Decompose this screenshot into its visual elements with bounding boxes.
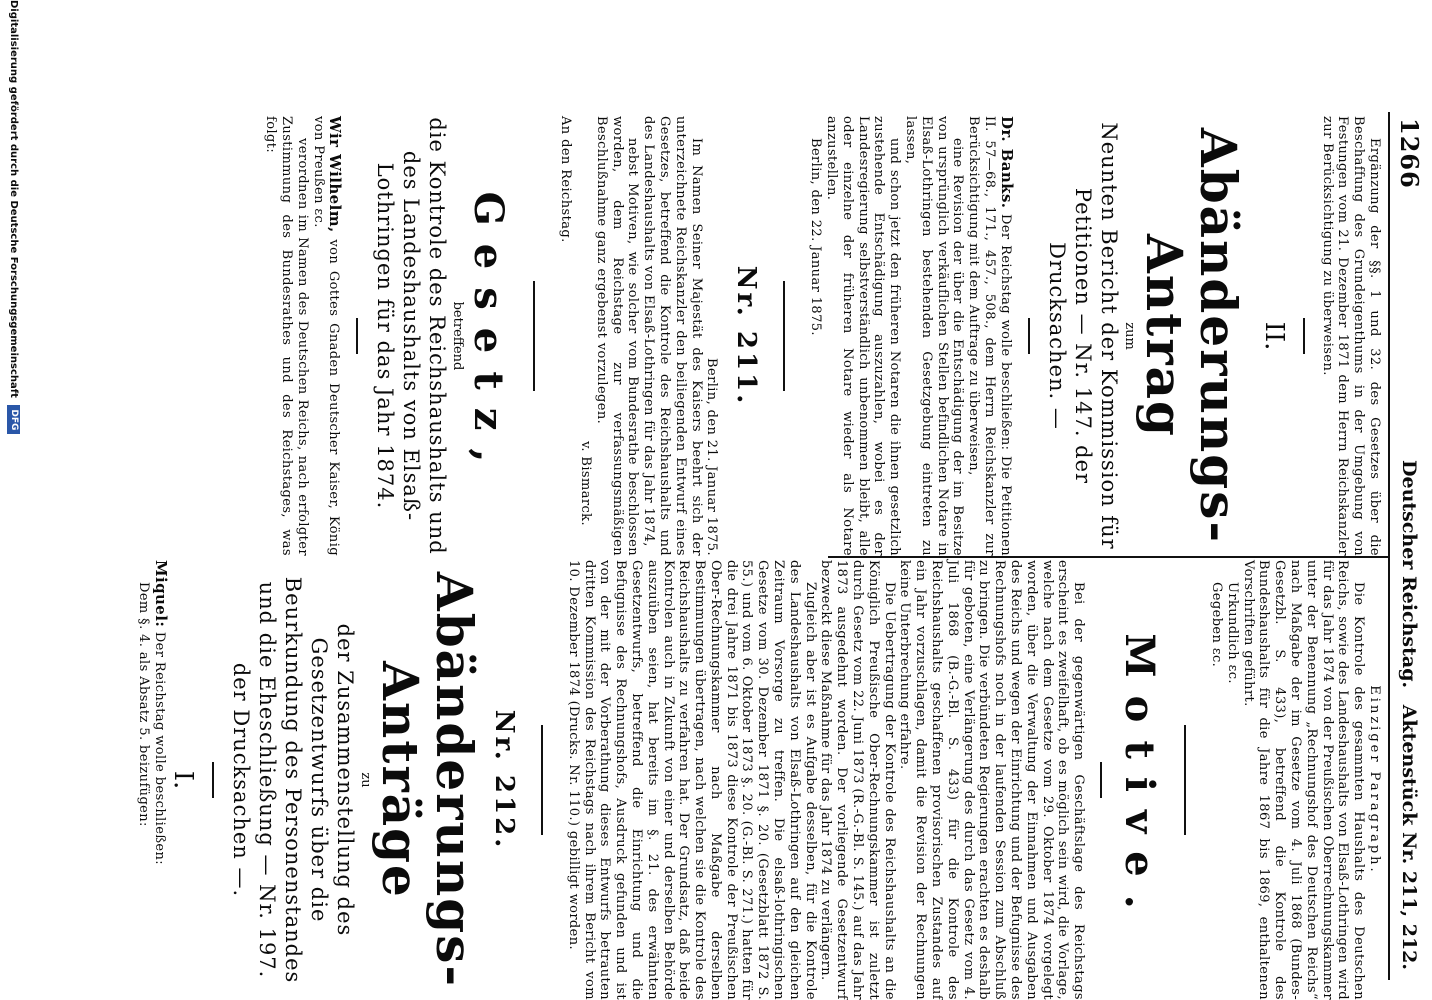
- separator-rule: [1100, 762, 1102, 798]
- separator-rule: [1184, 725, 1186, 835]
- date-line: Berlin, den 22. Januar 1875.: [808, 138, 824, 336]
- date-line: Berlin, den 21. Januar 1875.: [704, 358, 720, 556]
- amendment-title: Abänderungs-Antrag: [1134, 127, 1248, 545]
- law-title: die Kontrole des Reichshaushalts und des Landeshaushalts von Elsaß-Lothringen für das Jahr 1874.: [373, 117, 450, 555]
- separator-rule: [783, 281, 785, 391]
- motive-text: Bei der gegenwärtigen Geschäftslage des Reichstags erscheint es zweifelhaft, ob es möglich sein wird, die Vorlage, welche nach dem Gesetze vom 29. Oktober 1874 vorgelegt worden, über die Verwaltung der Einnahmen und Ausgaben des Reichs und wegen der Einrichtung und der Befugnisse des Rechnungshofs noch in der laufenden Session zum Abschluß zu bringen. Die verbündeten Regierungen erachten es deshalb für geboten, eine Verlängerung des durch das Gesetz vom 4. Juli 1868 (B.-G.-Bl. S. 433) für die Kontrole des Reichshaushalts geschaffenen provisorischen Zustandes auf ein Jahr vorzuschlagen, damit die Revision der Rechnungen keine Unterbrechung erfahre.: [897, 560, 1087, 1000]
- left-column: [263, 116, 1383, 556]
- motive-heading: Motive.: [1116, 633, 1164, 927]
- motion-item: Dem §. 4. als Absatz 5. beizufügen:: [136, 582, 152, 827]
- separator-rule: [541, 725, 543, 835]
- section-numeral: I.: [167, 770, 198, 790]
- motion-item: und schon jetzt den früheren Notaren die ihnen gesetzlich zustehende Entschädigung auszuzahlen, wobei es der Landesregierung selbstverständlich unbenommen bleibt, alle oder einzelne der früheren Notare wieder als Notare anzustellen.: [824, 116, 903, 556]
- amendments-subtitle: der Zusammenstellung des Gesetzentwurfs über die Beurkundung des Personenstandes und die Eheschließung — Nr. 197. der Drucksachen —.: [228, 576, 357, 984]
- digitization-footer: [2, 0, 24, 1000]
- document-number: Nr. 211.: [731, 265, 762, 407]
- addressee: An den Reichstag.: [558, 116, 574, 243]
- separator-rule: [212, 762, 214, 798]
- betreffend-label: betreffend: [450, 301, 466, 371]
- law-paragraph: Die Kontrole des gesammten Haushalts des Deutschen Reichs, sowie des Landeshaushalts von Elsaß-Lothringen wird für das Jahr 1874 von der Preußischen Oberrechnungskammer unter der Benennung „Rechnungshof des Deutschen Reichs“ nach Maßgabe der im Gesetze vom 4. Juli 1868 (Bundes-Gesetzbl. S. 433), betreffend die Kontrole des Bundeshaushalts für die Jahre 1867 bis 1869, enthaltenen Vorschriften geführt.: [1240, 560, 1367, 1000]
- zu-label: zu: [357, 772, 373, 788]
- wir-word: Wir: [326, 116, 345, 148]
- signature: v. Bismarck.: [578, 441, 594, 526]
- law-heading: Gesetz,: [465, 191, 513, 481]
- page-number: 1266: [1395, 118, 1424, 189]
- separator-rule: [1028, 318, 1030, 354]
- urkundlich: Urkundlich ɛc.: [1224, 582, 1240, 684]
- motive-text: Die Uebertragung der Kontrole des Reichshaushalts an die Königlich Preußische Ober-Rechnungskammer ist zuletzt durch Gesetz vom 22. Juni 1873 (R.-G.-Bl. S. 145.) auf das Jahr 1873 ausgedehnt worden. Der vorliegende Gesetzentwurf bezweckt diese Maßnahme für das Jahr 1874 zu verlängern.: [818, 560, 897, 1000]
- separator-rule: [356, 318, 358, 354]
- document-section: Aktenstück Nr. 211, 212.: [1398, 704, 1420, 970]
- funding-credit: Digitalisierung gefördert durch die Deutsche Forschungsgemeinschaft: [8, 0, 19, 398]
- emperor-name: Wilhelm,: [326, 154, 345, 233]
- right-column: [135, 560, 1382, 1000]
- motive-text: Zugleich aber ist es Aufgabe desselben, für die Kontrole des Landeshaushalts von Elsaß-Lothringen auf den gleichen Zeitraum Vorsorge zu treffen. Die elsaß-lothringischen Gesetze vom 30. Dezember 1871 §. 20. (Gesetzblatt 1872 S. 55.) und vom 6. Oktober 1873 §. 20. (G.-Bl. S. 271.) hatten für die drei Jahre 1871 bis 1873 diese Kontrole der Preußischen Ober-Rechnungskammer nach Maßgabe derselben Bestimmungen übertragen, nach welchen sie die Kontrole des Reichshaushalts zu verfahren hat. Der Grundsatz, daß beide Kontrolen auch in Zukunft von einer und derselben Behörde auszuüben seien, hat bereits im §. 21. des erwähnten Gesetzentwurfs, betreffend die Einrichtung und die Befugnisse des Rechnungshofs, Ausdruck gefunden und ist von der mit der Vorberathung dieses Entwurfs betrauten dritten Kommission des Reichstags nach ihrem Bericht vom 10. Dezember 1874 (Drucks. Nr. 110.) gebilligt worden.: [565, 560, 818, 1000]
- submission-text: Im Namen Seiner Majestät des Kaisers beehrt sich der unterzeichnete Reichskanzler den beiliegenden Entwurf eines Gesetzes, betreffend die Kontrole des Reichshaushalts und des Landeshaushalts von Elsaß-Lothringen für das Jahr 1874,: [641, 116, 704, 556]
- column-divider: [828, 556, 1388, 558]
- journal-title: Deutscher Reichstag.: [1398, 460, 1420, 689]
- amendment-subtitle: Neunten Bericht der Kommission für Petitionen — Nr. 147. der Drucksachen. —: [1044, 122, 1121, 550]
- submission-text: nebst Motiven, wie solcher vom Bundesrathe beschlossen worden, dem Reichstage zur verfassungsmäßigen Beschlußnahme ganz ergebenst vorzulegen.: [593, 116, 641, 556]
- enactment-clause: verordnen im Namen des Deutschen Reichs, nach erfolgter Zustimmung des Bundesrathes und des Reichstages, was folgt:: [263, 116, 310, 556]
- document-number: Nr. 212.: [488, 709, 519, 851]
- motion-text: Der Reichstag wolle beschließen: Die Petitionen II. 57—68., 171., 457., 508., dem Herrn Reichskanzler zur Berücksichtigung mit dem Auftrage zu überweisen,: [966, 116, 1013, 556]
- speaker-name: Miquel:: [151, 560, 170, 628]
- zum-label: zum: [1121, 322, 1137, 350]
- separator-rule: [1303, 318, 1305, 354]
- section-numeral: II.: [1258, 321, 1289, 351]
- emperor-title: von Gottes Gnaden Deutscher Kaiser, König von Preußen ɛc.: [310, 116, 342, 556]
- amendments-title: Abänderungs-Anträge: [370, 571, 484, 989]
- speaker-name: Dr. Banks.: [997, 116, 1016, 209]
- dfg-logo: DFG: [8, 405, 21, 434]
- continuation-text: Ergänzung der §§. 1 und 32. des Gesetzes über die Beschaffung des Grundeigenthums in der Umgebung von Festungen vom 21. Dezember 1871 dem Herrn Reichskanzler zur Berücksichtigung zu überweisen.: [1319, 116, 1382, 556]
- motion-item: eine Revision der über die Entschädigung der im Besitze von ursprünglich verkäuflichen Stellen befindlichen Notare in Elsaß-Lothringen bestehenden Gesetzgebung eintreten zu lassen,: [903, 116, 966, 556]
- paragraph-heading: Einziger Paragraph.: [1367, 685, 1382, 875]
- page-header: [1388, 112, 1430, 980]
- gegeben: Gegeben ɛc.: [1209, 582, 1225, 668]
- motion-text: Der Reichstag wolle beschließen:: [151, 631, 167, 866]
- separator-rule: [533, 281, 535, 391]
